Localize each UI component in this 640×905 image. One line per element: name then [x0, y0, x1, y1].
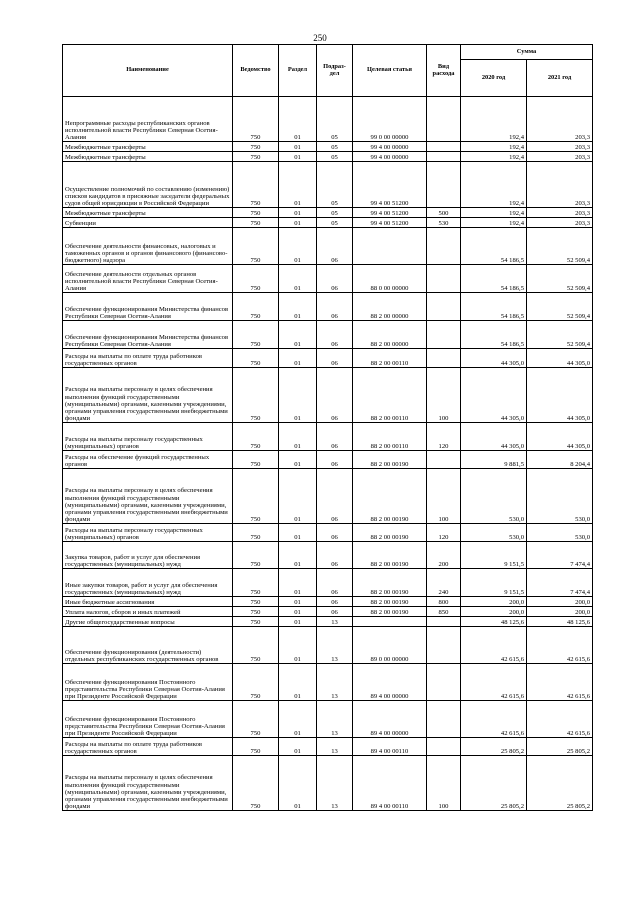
- row-expense-type: [427, 142, 461, 152]
- row-sum-2021: 44 305,0: [527, 423, 593, 451]
- row-sum-2021: 52 509,4: [527, 228, 593, 265]
- row-sum-2020: 54 186,5: [461, 265, 527, 293]
- row-subsection: 06: [317, 607, 353, 617]
- table-row: [63, 142, 593, 152]
- row-section: 01: [279, 265, 317, 293]
- row-sum-2020: 54 186,5: [461, 321, 527, 349]
- row-name: Субвенции: [63, 218, 233, 228]
- row-dept: 750: [233, 607, 279, 617]
- row-name: Обеспечение функционирования Министерства финансов Республики Северная Осетия-Алания: [63, 293, 233, 321]
- table-row: [63, 265, 593, 293]
- row-sum-2020: 530,0: [461, 524, 527, 542]
- row-section: 01: [279, 152, 317, 162]
- row-name: Расходы на выплаты по оплате труда работников государственных органов: [63, 349, 233, 368]
- table-row: [63, 218, 593, 228]
- row-sum-2021: 42 615,6: [527, 701, 593, 738]
- row-section: 01: [279, 293, 317, 321]
- row-target: [353, 228, 427, 265]
- row-dept: 750: [233, 542, 279, 569]
- row-target: 99 4 00 51200: [353, 208, 427, 218]
- row-sum-2021: 8 204,4: [527, 451, 593, 469]
- header-section: Раздел: [279, 45, 317, 97]
- row-section: 01: [279, 524, 317, 542]
- row-dept: 750: [233, 627, 279, 664]
- row-subsection: 06: [317, 321, 353, 349]
- row-name: Уплата налогов, сборов и иных платежей: [63, 607, 233, 617]
- row-expense-type: [427, 152, 461, 162]
- header-target: Целевая статья: [353, 45, 427, 97]
- row-expense-type: [427, 617, 461, 627]
- row-section: 01: [279, 607, 317, 617]
- row-sum-2021: 203,3: [527, 162, 593, 208]
- row-sum-2020: 54 186,5: [461, 228, 527, 265]
- row-name: Иные закупки товаров, работ и услуг для обеспечения государственных (муниципальных) нужд: [63, 569, 233, 597]
- row-sum-2021: 44 305,0: [527, 349, 593, 368]
- row-name: Обеспечение функционирования Министерства финансов Республики Северная Осетия-Алания: [63, 321, 233, 349]
- row-sum-2021: 42 615,6: [527, 664, 593, 701]
- row-name: Расходы на выплаты персоналу государственных (муниципальных) органов: [63, 423, 233, 451]
- row-sum-2021: 48 125,6: [527, 617, 593, 627]
- row-name: Обеспечение функционирования Постоянного представительства Республики Северная Осетия-Алания при Президенте Российской Федерации: [63, 664, 233, 701]
- row-section: 01: [279, 738, 317, 756]
- row-name: Иные бюджетные ассигнования: [63, 597, 233, 607]
- header-sum: Сумма: [461, 45, 593, 60]
- row-expense-type: [427, 451, 461, 469]
- row-sum-2021: 200,0: [527, 607, 593, 617]
- table-row: [63, 664, 593, 701]
- row-name: Расходы на выплаты персоналу в целях обеспечения выполнения функций государственными (муниципальными) органами, казенными учреждениями, органами управления государственными внебюджетными фондами: [63, 469, 233, 524]
- row-section: 01: [279, 664, 317, 701]
- row-expense-type: 800: [427, 597, 461, 607]
- row-target: 99 4 00 51200: [353, 218, 427, 228]
- row-target: 89 0 00 00000: [353, 627, 427, 664]
- row-dept: 750: [233, 756, 279, 811]
- row-subsection: 05: [317, 152, 353, 162]
- row-dept: 750: [233, 152, 279, 162]
- row-target: 89 4 00 00000: [353, 701, 427, 738]
- row-section: 01: [279, 617, 317, 627]
- table-row: [63, 738, 593, 756]
- row-section: 01: [279, 368, 317, 423]
- row-sum-2020: 192,4: [461, 208, 527, 218]
- row-subsection: 06: [317, 293, 353, 321]
- row-dept: 750: [233, 97, 279, 142]
- row-section: 01: [279, 142, 317, 152]
- row-section: 01: [279, 469, 317, 524]
- row-sum-2021: 203,3: [527, 152, 593, 162]
- row-subsection: 13: [317, 627, 353, 664]
- row-sum-2021: 203,3: [527, 218, 593, 228]
- row-sum-2020: 200,0: [461, 597, 527, 607]
- table-row: [63, 228, 593, 265]
- row-subsection: 06: [317, 423, 353, 451]
- header-expense-type: Вид расхода: [427, 45, 461, 97]
- row-subsection: 13: [317, 701, 353, 738]
- row-name: Расходы на выплаты персоналу в целях обеспечения выполнения функций государственными (муниципальными) органами, казенными учреждениями, органами управления государственными внебюджетными фондами: [63, 756, 233, 811]
- row-dept: 750: [233, 451, 279, 469]
- row-name: Межбюджетные трансферты: [63, 152, 233, 162]
- table-row: [63, 97, 593, 142]
- row-dept: 750: [233, 293, 279, 321]
- row-sum-2020: 9 881,5: [461, 451, 527, 469]
- row-section: 01: [279, 228, 317, 265]
- row-dept: 750: [233, 208, 279, 218]
- row-name: Закупка товаров, работ и услуг для обеспечения государственных (муниципальных) нужд: [63, 542, 233, 569]
- row-sum-2021: 52 509,4: [527, 321, 593, 349]
- table-row: [63, 321, 593, 349]
- row-subsection: 06: [317, 542, 353, 569]
- row-target: 88 0 00 00000: [353, 265, 427, 293]
- row-sum-2020: 44 305,0: [461, 349, 527, 368]
- table-row: [63, 162, 593, 208]
- row-target: 88 2 00 00190: [353, 451, 427, 469]
- row-name: Другие общегосударственные вопросы: [63, 617, 233, 627]
- row-sum-2020: 42 615,6: [461, 664, 527, 701]
- row-name: Обеспечение деятельности отдельных органов исполнительной власти Республики Северная Осетия-Алания: [63, 265, 233, 293]
- row-expense-type: [427, 293, 461, 321]
- row-sum-2021: 52 509,4: [527, 293, 593, 321]
- row-sum-2021: 530,0: [527, 524, 593, 542]
- row-sum-2021: 203,3: [527, 97, 593, 142]
- row-dept: 750: [233, 738, 279, 756]
- row-dept: 750: [233, 524, 279, 542]
- row-target: 88 2 00 00110: [353, 368, 427, 423]
- row-section: 01: [279, 542, 317, 569]
- row-sum-2020: 48 125,6: [461, 617, 527, 627]
- page-number: 250: [313, 33, 327, 43]
- row-expense-type: 200: [427, 542, 461, 569]
- row-target: 88 2 00 00000: [353, 293, 427, 321]
- row-sum-2020: 9 151,5: [461, 569, 527, 597]
- row-dept: 750: [233, 265, 279, 293]
- table-row: [63, 524, 593, 542]
- row-expense-type: 120: [427, 524, 461, 542]
- row-section: 01: [279, 451, 317, 469]
- row-name: Расходы на обеспечение функций государственных органов: [63, 451, 233, 469]
- row-sum-2020: 25 805,2: [461, 738, 527, 756]
- table-row: [63, 368, 593, 423]
- row-section: 01: [279, 423, 317, 451]
- row-sum-2020: 192,4: [461, 152, 527, 162]
- row-dept: 750: [233, 321, 279, 349]
- header-subsection: Подраз- дел: [317, 45, 353, 97]
- row-dept: 750: [233, 569, 279, 597]
- row-sum-2020: 192,4: [461, 142, 527, 152]
- row-name: Расходы на выплаты по оплате труда работников государственных органов: [63, 738, 233, 756]
- row-subsection: 13: [317, 738, 353, 756]
- row-subsection: 05: [317, 162, 353, 208]
- row-expense-type: [427, 349, 461, 368]
- row-dept: 750: [233, 349, 279, 368]
- table-row: [63, 451, 593, 469]
- row-target: 88 2 00 00190: [353, 607, 427, 617]
- row-name: Осуществление полномочий по составлению (изменению) списков кандидатов в присяжные заседатели федеральных судов общей юрисдикции в Российской Федерации: [63, 162, 233, 208]
- row-subsection: 06: [317, 469, 353, 524]
- row-target: 88 2 00 00190: [353, 569, 427, 597]
- header-name: Наименование: [63, 45, 233, 97]
- header-year-2020: 2020 год: [461, 60, 527, 97]
- row-target: 89 4 00 00000: [353, 664, 427, 701]
- row-subsection: 06: [317, 524, 353, 542]
- row-expense-type: [427, 97, 461, 142]
- row-target: 99 4 00 00000: [353, 152, 427, 162]
- row-subsection: 06: [317, 349, 353, 368]
- row-target: 88 2 00 00190: [353, 542, 427, 569]
- header-year-2021: 2021 год: [527, 60, 593, 97]
- table-row: [63, 152, 593, 162]
- row-name: Расходы на выплаты персоналу государственных (муниципальных) органов: [63, 524, 233, 542]
- row-dept: 750: [233, 701, 279, 738]
- row-expense-type: [427, 321, 461, 349]
- row-section: 01: [279, 162, 317, 208]
- row-sum-2020: 530,0: [461, 469, 527, 524]
- row-sum-2021: 42 615,6: [527, 627, 593, 664]
- row-expense-type: 530: [427, 218, 461, 228]
- row-name: Непрограммные расходы республиканских органов исполнительной власти Республики Северная Осетия-Алания: [63, 97, 233, 142]
- row-target: 99 0 00 00000: [353, 97, 427, 142]
- row-name: Обеспечение деятельности финансовых, налоговых и таможенных органов и органов финансового (финансово-бюджетного) надзора: [63, 228, 233, 265]
- row-subsection: 05: [317, 97, 353, 142]
- row-sum-2020: 192,4: [461, 162, 527, 208]
- table-row: [63, 569, 593, 597]
- row-sum-2021: 200,0: [527, 597, 593, 607]
- row-sum-2021: 203,3: [527, 208, 593, 218]
- row-dept: 750: [233, 617, 279, 627]
- table-row: [63, 607, 593, 617]
- row-sum-2020: 9 151,5: [461, 542, 527, 569]
- row-section: 01: [279, 321, 317, 349]
- table-row: [63, 469, 593, 524]
- row-sum-2020: 200,0: [461, 607, 527, 617]
- row-dept: 750: [233, 162, 279, 208]
- row-expense-type: 240: [427, 569, 461, 597]
- row-dept: 750: [233, 664, 279, 701]
- row-sum-2020: 42 615,6: [461, 627, 527, 664]
- row-expense-type: 500: [427, 208, 461, 218]
- row-expense-type: 100: [427, 469, 461, 524]
- row-sum-2021: 25 805,2: [527, 756, 593, 811]
- row-expense-type: [427, 265, 461, 293]
- row-sum-2021: 530,0: [527, 469, 593, 524]
- row-subsection: 13: [317, 617, 353, 627]
- row-subsection: 13: [317, 664, 353, 701]
- row-sum-2021: 7 474,4: [527, 569, 593, 597]
- row-expense-type: 850: [427, 607, 461, 617]
- table-row: [63, 627, 593, 664]
- row-dept: 750: [233, 423, 279, 451]
- row-subsection: 06: [317, 569, 353, 597]
- row-expense-type: [427, 627, 461, 664]
- table-row: [63, 542, 593, 569]
- header-dept: Ведомство: [233, 45, 279, 97]
- row-sum-2020: 192,4: [461, 97, 527, 142]
- row-sum-2020: 25 805,2: [461, 756, 527, 811]
- row-expense-type: [427, 701, 461, 738]
- row-target: 88 2 00 00190: [353, 597, 427, 607]
- row-subsection: 06: [317, 597, 353, 607]
- row-expense-type: [427, 228, 461, 265]
- row-name: Межбюджетные трансферты: [63, 208, 233, 218]
- table-row: [63, 617, 593, 627]
- row-expense-type: 100: [427, 368, 461, 423]
- row-subsection: 06: [317, 265, 353, 293]
- row-sum-2020: 192,4: [461, 218, 527, 228]
- row-section: 01: [279, 208, 317, 218]
- row-expense-type: [427, 162, 461, 208]
- row-target: 89 4 00 00110: [353, 756, 427, 811]
- row-sum-2021: 7 474,4: [527, 542, 593, 569]
- row-sum-2020: 42 615,6: [461, 701, 527, 738]
- row-dept: 750: [233, 469, 279, 524]
- row-target: 88 2 00 00110: [353, 423, 427, 451]
- row-dept: 750: [233, 142, 279, 152]
- table-row: [63, 293, 593, 321]
- table-row: [63, 208, 593, 218]
- row-subsection: 05: [317, 142, 353, 152]
- table-body: [63, 97, 593, 811]
- table-row: [63, 701, 593, 738]
- row-subsection: 06: [317, 368, 353, 423]
- row-section: 01: [279, 597, 317, 607]
- table-row: [63, 756, 593, 811]
- row-target: 88 2 00 00110: [353, 349, 427, 368]
- row-expense-type: [427, 738, 461, 756]
- row-sum-2021: 52 509,4: [527, 265, 593, 293]
- row-target: 88 2 00 00000: [353, 321, 427, 349]
- row-target: 88 2 00 00190: [353, 469, 427, 524]
- row-section: 01: [279, 569, 317, 597]
- row-section: 01: [279, 756, 317, 811]
- row-section: 01: [279, 701, 317, 738]
- row-target: [353, 617, 427, 627]
- row-sum-2021: 203,3: [527, 142, 593, 152]
- row-target: 99 4 00 00000: [353, 142, 427, 152]
- budget-table: [62, 44, 593, 811]
- row-dept: 750: [233, 228, 279, 265]
- row-sum-2021: 44 305,0: [527, 368, 593, 423]
- row-subsection: 13: [317, 756, 353, 811]
- row-section: 01: [279, 97, 317, 142]
- table-row: [63, 597, 593, 607]
- row-section: 01: [279, 627, 317, 664]
- table-row: [63, 349, 593, 368]
- row-subsection: 05: [317, 208, 353, 218]
- row-sum-2020: 54 186,5: [461, 293, 527, 321]
- row-name: Межбюджетные трансферты: [63, 142, 233, 152]
- row-sum-2020: 44 305,0: [461, 368, 527, 423]
- row-sum-2020: 44 305,0: [461, 423, 527, 451]
- row-name: Расходы на выплаты персоналу в целях обеспечения выполнения функций государственными (муниципальными) органами, казенными учреждениями, органами управления государственными внебюджетными фондами: [63, 368, 233, 423]
- row-subsection: 06: [317, 451, 353, 469]
- row-expense-type: 120: [427, 423, 461, 451]
- row-target: 88 2 00 00190: [353, 524, 427, 542]
- row-subsection: 06: [317, 228, 353, 265]
- row-section: 01: [279, 349, 317, 368]
- row-name: Обеспечение функционирования Постоянного представительства Республики Северная Осетия-Алания при Президенте Российской Федерации: [63, 701, 233, 738]
- row-dept: 750: [233, 218, 279, 228]
- row-expense-type: [427, 664, 461, 701]
- row-section: 01: [279, 218, 317, 228]
- row-expense-type: 100: [427, 756, 461, 811]
- row-target: 89 4 00 00110: [353, 738, 427, 756]
- row-dept: 750: [233, 368, 279, 423]
- row-name: Обеспечение функционирования (деятельности) отдельных республиканских государственных органов: [63, 627, 233, 664]
- row-sum-2021: 25 805,2: [527, 738, 593, 756]
- table-row: [63, 423, 593, 451]
- row-target: 99 4 00 51200: [353, 162, 427, 208]
- row-dept: 750: [233, 597, 279, 607]
- row-subsection: 05: [317, 218, 353, 228]
